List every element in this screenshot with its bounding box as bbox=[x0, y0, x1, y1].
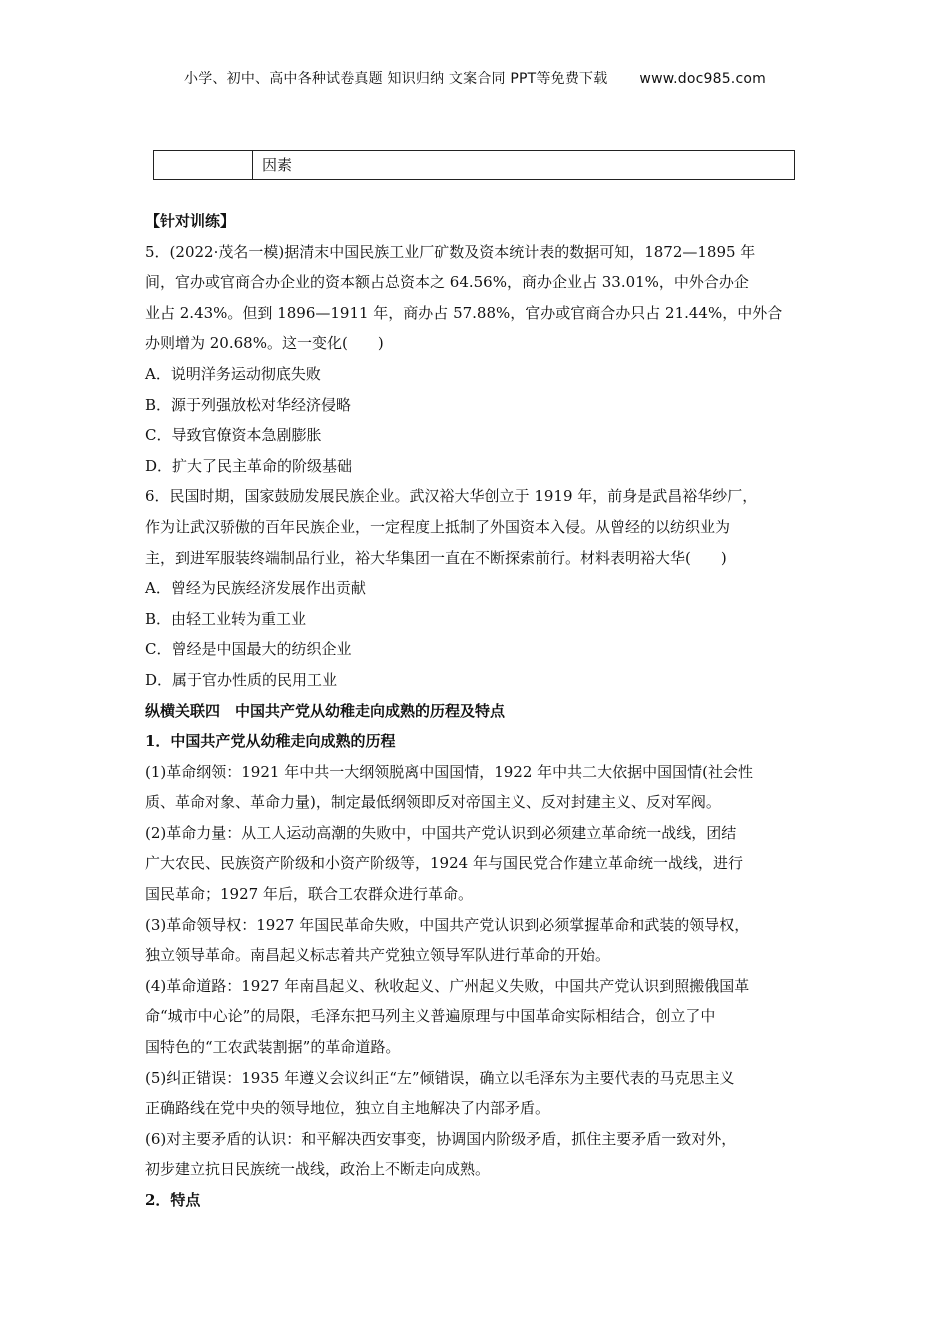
question-6-line: 6．民国时期，国家鼓励发展民族企业。武汉裕大华创立于 1919 年，前身是武昌裕华纱厂， bbox=[145, 487, 758, 506]
section-training-title: 【针对训练】 bbox=[145, 212, 236, 230]
paragraph-line: 国特色的“工农武装割据”的革命道路。 bbox=[145, 1038, 401, 1057]
question-5-option-d: D．扩大了民主革命的阶级基础 bbox=[145, 456, 353, 475]
question-5-line: 间，官办或官商合办企业的资本额占总资本之 64.56%，商办企业占 33.01%，中外合办企 bbox=[145, 273, 749, 292]
paragraph-5 bbox=[145, 1063, 813, 1124]
question-6-option-a: A．曾经为民族经济发展作出贡献 bbox=[145, 579, 366, 598]
paragraph-line: 国民革命；1927 年后，联合工农群众进行革命。 bbox=[145, 885, 473, 904]
paragraph-line: (2)革命力量：从工人运动高潮的失败中，中国共产党认识到必须建立革命统一战线，团结 bbox=[145, 823, 737, 842]
paragraph-1 bbox=[145, 757, 813, 818]
question-6 bbox=[145, 481, 813, 695]
paragraph-line: (3)革命领导权：1927 年国民革命失败，中国共产党认识到必须掌握革命和武装的领导权， bbox=[145, 915, 750, 934]
paragraph-line: 正确路线在党中央的领导地位，独立自主地解决了内部矛盾。 bbox=[145, 1099, 551, 1118]
paragraph-6 bbox=[145, 1124, 813, 1185]
paragraph-line: 初步建立抗日民族统一战线，政治上不断走向成熟。 bbox=[145, 1160, 491, 1179]
question-6-option-c: C．曾经是中国最大的纺织企业 bbox=[145, 640, 352, 659]
subsection-1-title: 1．中国共产党从幼稚走向成熟的历程 bbox=[145, 732, 396, 751]
question-5-option-b: B．源于列强放松对华经济侵略 bbox=[145, 395, 352, 414]
section-4-title: 纵横关联四 中国共产党从幼稚走向成熟的历程及特点 bbox=[145, 701, 506, 720]
document-body bbox=[145, 206, 813, 1216]
paragraph-line: 质、革命对象、革命力量)，制定最低纲领即反对帝国主义、反对封建主义、反对军阀。 bbox=[145, 793, 721, 812]
question-5-line: 业占 2.43%。但到 1896—1911 年，商办占 57.88%，官办或官商合办只占 21.44%，中外合 bbox=[145, 303, 783, 322]
paragraph-line: 命“城市中心论”的局限，毛泽东把马列主义普遍原理与中国革命实际相结合，创立了中 bbox=[145, 1007, 716, 1026]
question-5 bbox=[145, 237, 813, 482]
paragraph-line: (4)革命道路：1927 年南昌起义、秋收起义、广州起义失败，中国共产党认识到照搬俄国革 bbox=[145, 976, 750, 995]
paragraph-4 bbox=[145, 971, 813, 1063]
question-5-line: 5．(2022·茂名一模)据清末中国民族工业厂矿数及资本统计表的数据可知，1872—1895 年 bbox=[145, 242, 756, 261]
header-text: 小学、初中、高中各种试卷真题 知识归纳 文案合同 PPT等免费下载 bbox=[184, 71, 608, 87]
paragraph-line: 广大农民、民族资产阶级和小资产阶级等，1924 年与国民党合作建立革命统一战线，进行 bbox=[145, 854, 743, 873]
header-url[interactable]: www.doc985.com bbox=[639, 71, 766, 87]
table-fragment bbox=[153, 150, 795, 180]
paragraph-line: (6)对主要矛盾的认识：和平解决西安事变，协调国内阶级矛盾，抓住主要矛盾一致对外， bbox=[145, 1129, 737, 1148]
question-6-line: 主，到进军服装终端制品行业，裕大华集团一直在不断探索前行。材料表明裕大华( ) bbox=[145, 548, 727, 567]
paragraph-2 bbox=[145, 818, 813, 910]
paragraph-line: 独立领导革命。南昌起义标志着共产党独立领导军队进行革命的开始。 bbox=[145, 946, 611, 965]
paragraph-3 bbox=[145, 910, 813, 971]
table-cell-empty bbox=[154, 151, 253, 179]
question-6-line: 作为让武汉骄傲的百年民族企业，一定程度上抵制了外国资本入侵。从曾经的以纺织业为 bbox=[145, 517, 731, 536]
question-5-option-a: A．说明洋务运动彻底失败 bbox=[145, 364, 321, 383]
question-6-option-d: D．属于官办性质的民用工业 bbox=[145, 670, 338, 689]
subsection-2-title: 2．特点 bbox=[145, 1191, 201, 1209]
paragraph-line: (1)革命纲领：1921 年中共一大纲领脱离中国国情，1922 年中共二大依据中国国情(社会性 bbox=[145, 762, 753, 781]
question-5-option-c: C．导致官僚资本急剧膨胀 bbox=[145, 426, 322, 445]
table-cell-factor: 因素 bbox=[262, 156, 293, 174]
page-header bbox=[0, 68, 950, 88]
paragraph-line: (5)纠正错误：1935 年遵义会议纠正“左”倾错误，确立以毛泽东为主要代表的马克思主义 bbox=[145, 1068, 735, 1087]
question-6-option-b: B．由轻工业转为重工业 bbox=[145, 609, 307, 628]
question-5-line: 办则增为 20.68%。这一变化( ) bbox=[145, 334, 384, 353]
